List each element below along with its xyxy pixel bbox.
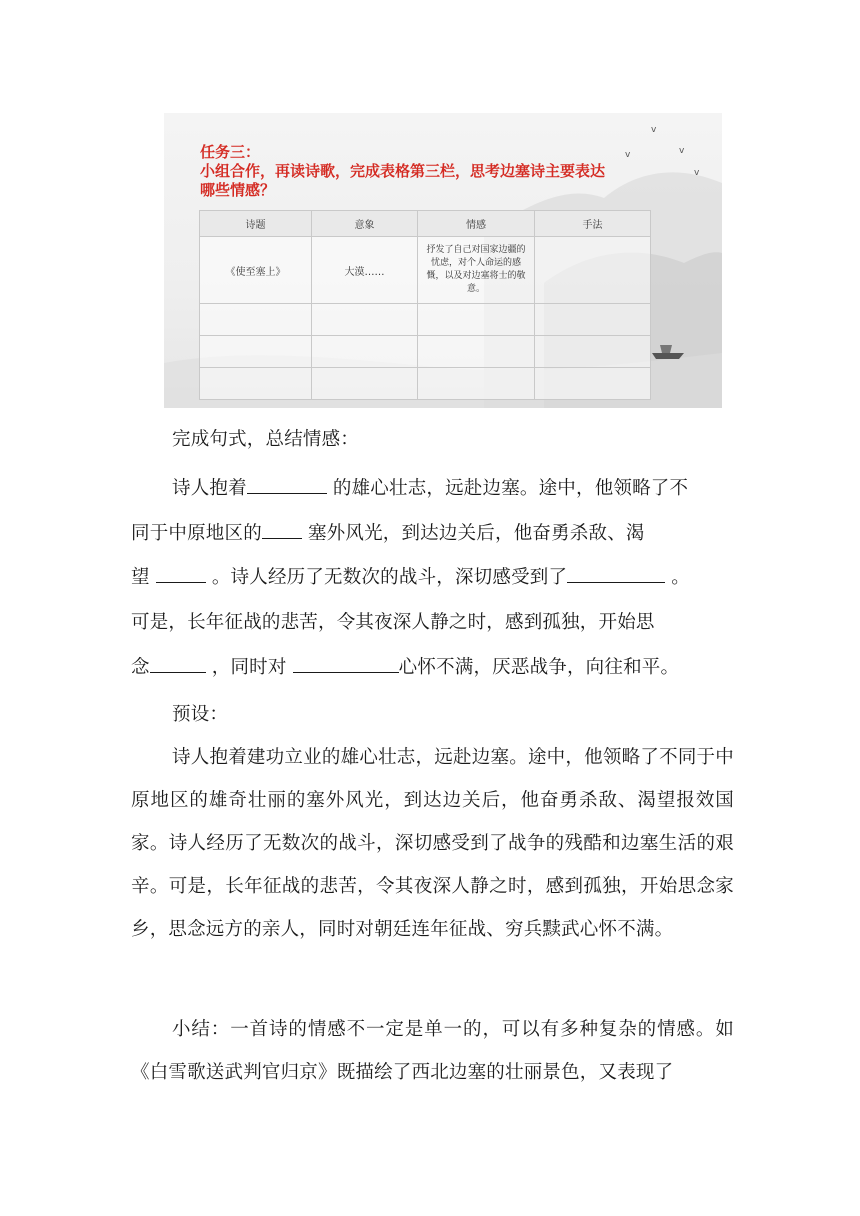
fill-text: 塞外风光，到达边关后，他奋勇杀敌、渴 [301,523,645,544]
slide-title-line: 小组合作，再读诗歌，完成表格第三栏，思考边塞诗主要表达 [200,162,606,180]
table-cell [418,368,535,400]
table-cell [200,336,312,368]
table-cell [418,304,535,336]
table-cell [312,304,418,336]
bird-icon: v [625,150,631,160]
fill-text: ，同时对 [205,657,293,678]
table-cell [312,336,418,368]
intro-line: 完成句式，总结情感： [172,429,360,450]
fill-line-5 [131,646,731,689]
slide-title-line: 任务三： [200,143,261,161]
fill-line-1 [172,467,772,510]
table-header: 情感 [418,211,535,237]
fill-line-2 [131,512,731,555]
fill-text: 。诗人经历了无数次的战斗，深切感受到了 [205,567,568,588]
table-cell [418,336,535,368]
answer-blank[interactable] [247,471,327,494]
table-cell [535,368,651,400]
fill-line-3 [131,556,731,599]
slide-title [200,143,720,200]
bird-icon: v [694,168,700,178]
preset-label: 预设： [172,704,229,725]
answer-blank[interactable] [567,560,665,583]
table-row [200,237,651,304]
fill-text: 望 [131,567,156,588]
bird-icon: v [679,146,685,156]
table-cell [200,304,312,336]
table-cell [535,237,651,304]
table-row [200,336,651,368]
fill-text: 的雄心壮志，远赴边塞。途中，他领略了不 [326,478,689,499]
fill-text: 。 [665,567,690,588]
table-header: 意象 [312,211,418,237]
slide-title-line: 哪些情感？ [200,181,276,199]
answer-blank[interactable] [150,650,206,673]
fill-text: 同于中原地区的 [131,523,262,544]
table-header: 手法 [535,211,651,237]
answer-blank[interactable] [262,516,302,539]
table-row [200,368,651,400]
answer-blank[interactable] [293,650,399,673]
table-cell: 大漠…… [312,237,418,304]
task-slide-image [164,113,722,408]
table-cell [535,336,651,368]
table-cell [200,368,312,400]
table-cell: 抒发了自己对国家边疆的忧虑，对个人命运的感慨，以及对边塞将士的敬意。 [418,237,535,304]
fill-text: 诗人抱着 [172,478,247,499]
table-row [200,304,651,336]
answer-blank[interactable] [156,560,206,583]
table-cell: 《使至塞上》 [200,237,312,304]
task-table [199,210,651,400]
fill-line-4: 可是，长年征战的悲苦，令其夜深人静之时，感到孤独，开始思 [131,612,655,633]
fill-text: 心怀不满，厌恶战争，向往和平。 [398,657,680,678]
bird-icon: v [651,125,657,135]
fill-text: 念 [131,657,150,678]
table-header: 诗题 [200,211,312,237]
table-cell [312,368,418,400]
table-cell [535,304,651,336]
preset-paragraph: 诗人抱着建功立业的雄心壮志，远赴边塞。途中，他领略了不同于中原地区的雄奇壮丽的塞外风光，到达边关后，他奋勇杀敌、渴望报效国家。诗人经历了无数次的战斗，深切感受到了战争的残酷和边塞生活的艰辛。可是，长年征战的悲苦，令其夜深人静之时，感到孤独，开始思念家乡，思念远方的亲人，同时对朝廷连年征战、穷兵黩武心怀不满。 [131,747,734,940]
summary-paragraph: 小结：一首诗的情感不一定是单一的，可以有多种复杂的情感。如《白雪歌送武判官归京》既描绘了西北边塞的壮丽景色，又表现了 [131,1019,734,1083]
table-header-row [200,211,651,237]
